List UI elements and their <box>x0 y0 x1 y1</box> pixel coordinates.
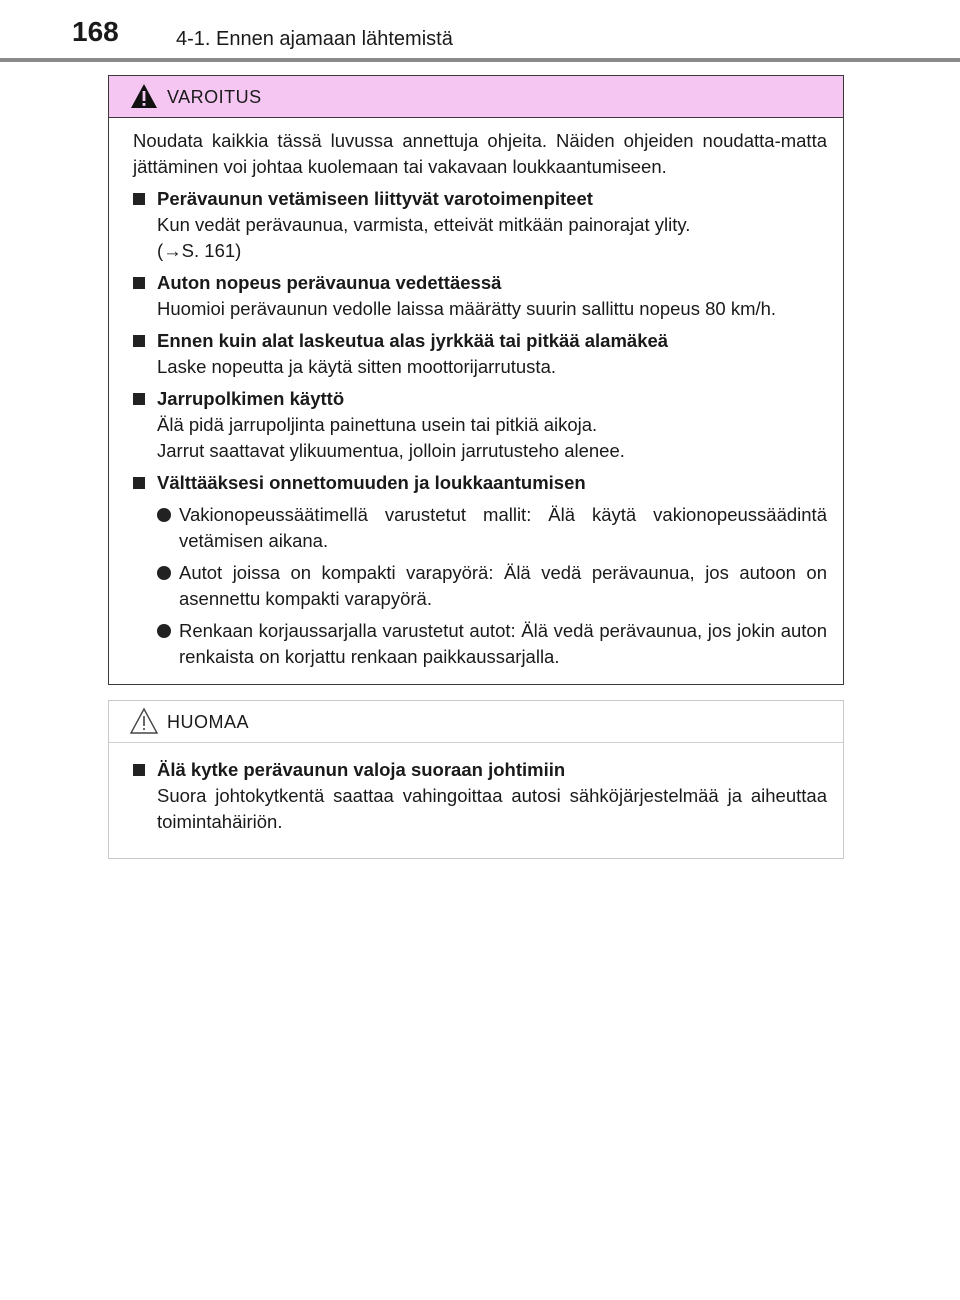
warning-section-line: Kun vedät perävaunua, varmista, etteivät mitkään painorajat ylity. <box>157 214 691 235</box>
square-bullet-icon <box>133 277 145 289</box>
warning-section-line: Laske nopeutta ja käytä sitten moottorijarrutusta. <box>157 356 556 377</box>
notice-section <box>133 757 827 835</box>
warning-section <box>133 270 827 322</box>
notice-label: HUOMAA <box>167 712 250 732</box>
square-bullet-icon <box>133 477 145 489</box>
round-bullet-icon <box>157 508 171 522</box>
page-number: 168 <box>72 16 119 47</box>
warning-section <box>133 470 827 670</box>
warning-section <box>133 186 827 264</box>
warning-section-title: Perävaunun vetämiseen liittyvät varotoimenpiteet <box>157 188 593 209</box>
caution-triangle-icon <box>129 707 159 735</box>
bullet-text: Vakionopeussäätimellä varustetut mallit: Älä käytä vakionopeussäädintä vetämisen aikana. <box>179 504 827 551</box>
warning-section <box>133 328 827 380</box>
warning-header <box>109 76 843 118</box>
warning-box <box>108 75 844 685</box>
bullet-text: Autot joissa on kompakti varapyörä: Älä vedä perävaunua, jos autoon on asennettu kompakti varapyörä. <box>179 562 827 609</box>
warning-label: VAROITUS <box>167 87 262 107</box>
warning-section-title: Välttääksesi onnettomuuden ja loukkaantumisen <box>157 472 586 493</box>
warning-section-line: Huomioi perävaunun vedolle laissa määrätty suurin sallittu nopeus 80 km/h. <box>157 298 777 319</box>
round-bullet-icon <box>157 624 171 638</box>
notice-header <box>109 701 843 743</box>
square-bullet-icon <box>133 193 145 205</box>
square-bullet-icon <box>133 393 145 405</box>
warning-intro: Noudata kaikkia tässä luvussa annettuja ohjeita. Näiden ohjeiden noudatta-matta jättäminen voi johtaa kuolemaan tai vakavaan loukkaantumiseen. <box>133 130 827 177</box>
notice-text: Suora johtokytkentä saattaa vahingoittaa autosi sähköjärjestelmää ja aiheuttaa toimintahäiriön. <box>157 785 827 832</box>
section-title: 4-1. Ennen ajamaan lähtemistä <box>176 28 453 50</box>
warning-section-line: Jarrut saattavat ylikuumentua, jolloin jarrutusteho alenee. <box>157 440 625 461</box>
warning-section-title: Auton nopeus perävaunua vedettäessä <box>157 272 502 293</box>
notice-title: Älä kytke perävaunun valoja suoraan johtimiin <box>157 759 566 780</box>
bullet-item <box>157 618 827 670</box>
warning-section-title: Ennen kuin alat laskeutua alas jyrkkää tai pitkää alamäkeä <box>157 330 669 351</box>
warning-section-title: Jarrupolkimen käyttö <box>157 388 345 409</box>
warning-section <box>133 386 827 464</box>
warning-triangle-icon <box>129 82 159 110</box>
page-reference: (→S. 161) <box>157 240 242 261</box>
square-bullet-icon <box>133 764 145 776</box>
bullet-item <box>157 502 827 554</box>
square-bullet-icon <box>133 335 145 347</box>
notice-box <box>108 700 844 859</box>
header-rule <box>0 58 960 62</box>
bullet-text: Renkaan korjaussarjalla varustetut autot: Älä vedä perävaunua, jos jokin auton renkaista on korjattu renkaan paikkaussarjalla. <box>179 620 827 667</box>
round-bullet-icon <box>157 566 171 580</box>
page-header <box>0 0 960 62</box>
warning-section-line: Älä pidä jarrupoljinta painettuna usein tai pitkiä aikoja. <box>157 414 598 435</box>
bullet-item <box>157 560 827 612</box>
